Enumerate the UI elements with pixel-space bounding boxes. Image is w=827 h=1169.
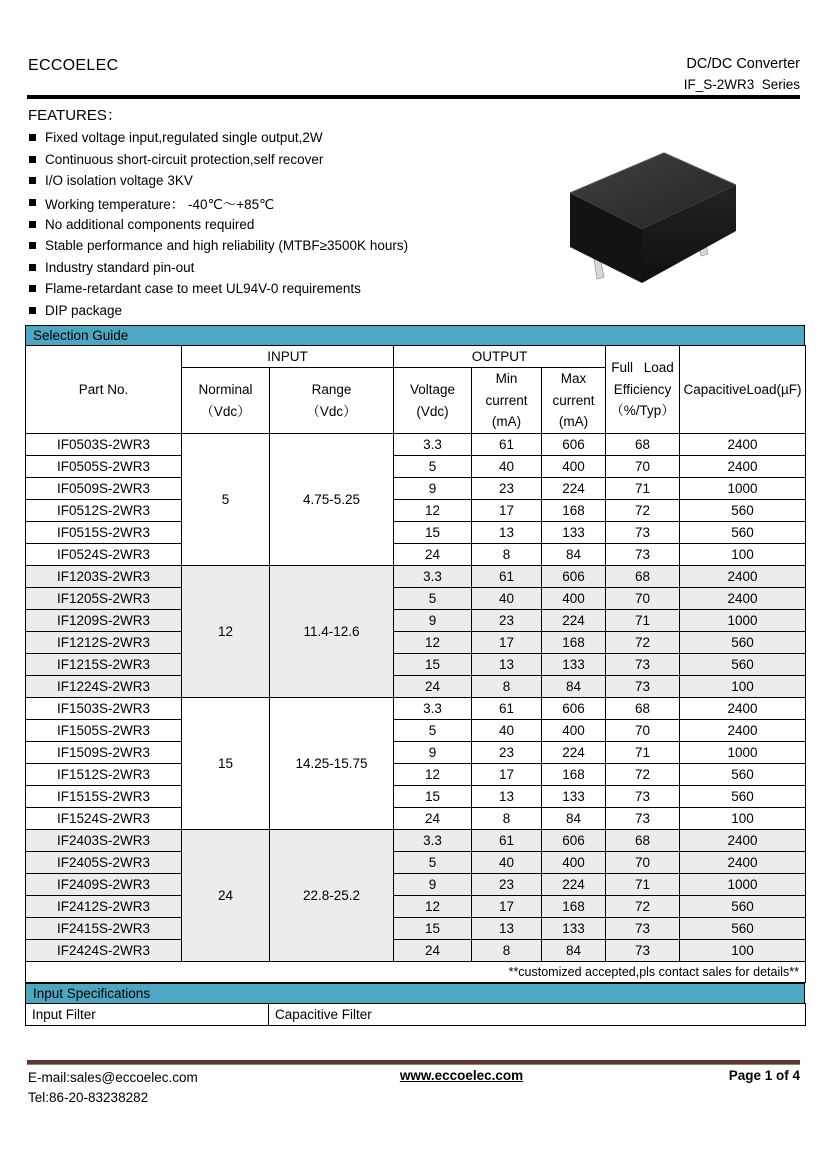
voltage-cell: 9 <box>394 742 472 764</box>
part-no-cell: IF2409S-2WR3 <box>26 874 182 896</box>
part-no-cell: IF1512S-2WR3 <box>26 764 182 786</box>
max-current-cell: 133 <box>542 654 606 676</box>
selection-guide-bar: Selection Guide <box>25 325 805 346</box>
cap-load-cell: 2400 <box>680 566 806 588</box>
bullet-square-icon <box>29 134 36 141</box>
max-current-cell: 400 <box>542 852 606 874</box>
selection-row <box>26 874 806 896</box>
efficiency-cell: 73 <box>606 940 680 962</box>
max-current-cell: 224 <box>542 610 606 632</box>
selection-row <box>26 676 806 698</box>
efficiency-cell: 71 <box>606 874 680 896</box>
voltage-cell: 3.3 <box>394 434 472 456</box>
selection-row <box>26 742 806 764</box>
range-cell: 22.8-25.2 <box>270 830 394 962</box>
part-no-cell: IF0512S-2WR3 <box>26 500 182 522</box>
selection-row <box>26 478 806 500</box>
cap-load-cell: 1000 <box>680 610 806 632</box>
range-cell: 11.4-12.6 <box>270 566 394 698</box>
selection-row <box>26 896 806 918</box>
max-current-cell: 84 <box>542 676 606 698</box>
part-no-cell: IF2405S-2WR3 <box>26 852 182 874</box>
website-link[interactable]: www.eccoelec.com <box>399 1068 524 1083</box>
efficiency-cell: 71 <box>606 478 680 500</box>
footer-tel: Tel:86-20-83238282 <box>28 1090 149 1105</box>
cap-load-cell: 2400 <box>680 852 806 874</box>
selection-row <box>26 764 806 786</box>
product-title: DC/DC Converter <box>686 56 800 72</box>
cap-load-cell: 100 <box>680 676 806 698</box>
voltage-cell: 12 <box>394 764 472 786</box>
feature-item <box>29 170 549 192</box>
feature-text: Continuous short-circuit protection,self recover <box>45 151 324 167</box>
footer-email: E-mail:sales@eccoelec.com <box>28 1070 198 1085</box>
efficiency-cell: 70 <box>606 456 680 478</box>
min-current-cell: 61 <box>472 566 542 588</box>
selection-row <box>26 830 806 852</box>
efficiency-cell: 73 <box>606 786 680 808</box>
voltage-cell: 9 <box>394 874 472 896</box>
part-no-cell: IF2403S-2WR3 <box>26 830 182 852</box>
voltage-cell: 24 <box>394 544 472 566</box>
footnote-text: **customized accepted,pls contact sales for details** <box>26 962 806 983</box>
norminal-cell: 15 <box>182 698 270 830</box>
footer <box>28 1068 800 1108</box>
selection-row <box>26 610 806 632</box>
cap-load-cell: 1000 <box>680 742 806 764</box>
min-current-cell: 17 <box>472 500 542 522</box>
efficiency-cell: 70 <box>606 852 680 874</box>
voltage-cell: 24 <box>394 808 472 830</box>
part-no-cell: IF1503S-2WR3 <box>26 698 182 720</box>
part-no-cell: IF1224S-2WR3 <box>26 676 182 698</box>
min-current-cell: 23 <box>472 478 542 500</box>
part-no-cell: IF1203S-2WR3 <box>26 566 182 588</box>
selection-row <box>26 918 806 940</box>
range-cell: 4.75-5.25 <box>270 434 394 566</box>
part-no-cell: IF0509S-2WR3 <box>26 478 182 500</box>
voltage-cell: 24 <box>394 676 472 698</box>
voltage-cell: 5 <box>394 720 472 742</box>
input-spec-value: Capacitive Filter <box>269 1004 806 1026</box>
max-current-cell: 168 <box>542 896 606 918</box>
col-header-range: Range （Vdc） <box>270 368 394 434</box>
cap-load-cell: 2400 <box>680 720 806 742</box>
voltage-cell: 3.3 <box>394 830 472 852</box>
max-current-cell: 84 <box>542 544 606 566</box>
col-header-part-no: Part No. <box>26 346 182 434</box>
min-current-cell: 8 <box>472 808 542 830</box>
cap-load-cell: 560 <box>680 786 806 808</box>
part-no-cell: IF2424S-2WR3 <box>26 940 182 962</box>
cap-load-cell: 2400 <box>680 698 806 720</box>
feature-text: Flame-retardant case to meet UL94V-0 requirements <box>45 281 361 297</box>
efficiency-cell: 73 <box>606 676 680 698</box>
selection-table-header <box>26 346 806 434</box>
header-right <box>684 54 800 95</box>
efficiency-cell: 70 <box>606 588 680 610</box>
max-current-cell: 133 <box>542 786 606 808</box>
feature-item <box>29 192 549 214</box>
max-current-cell: 606 <box>542 434 606 456</box>
cap-load-cell: 560 <box>680 896 806 918</box>
footnote-row <box>26 962 806 983</box>
feature-item <box>29 213 549 235</box>
part-no-cell: IF1515S-2WR3 <box>26 786 182 808</box>
efficiency-cell: 71 <box>606 610 680 632</box>
col-header-max-current: Max current (mA) <box>542 368 606 434</box>
efficiency-cell: 70 <box>606 720 680 742</box>
footer-contact <box>28 1068 323 1108</box>
input-spec-label: Input Filter <box>26 1004 269 1026</box>
efficiency-cell: 72 <box>606 764 680 786</box>
cap-load-cell: 560 <box>680 764 806 786</box>
voltage-cell: 12 <box>394 896 472 918</box>
range-cell: 14.25-15.75 <box>270 698 394 830</box>
min-current-cell: 23 <box>472 742 542 764</box>
bullet-square-icon <box>29 242 36 249</box>
selection-row <box>26 500 806 522</box>
col-header-voltage: Voltage (Vdc) <box>394 368 472 434</box>
voltage-cell: 15 <box>394 522 472 544</box>
col-header-norminal: Norminal （Vdc） <box>182 368 270 434</box>
voltage-cell: 3.3 <box>394 698 472 720</box>
cap-load-cell: 2400 <box>680 588 806 610</box>
norminal-cell: 12 <box>182 566 270 698</box>
bullet-square-icon <box>29 221 36 228</box>
min-current-cell: 61 <box>472 698 542 720</box>
voltage-cell: 12 <box>394 500 472 522</box>
efficiency-cell: 68 <box>606 830 680 852</box>
selection-row <box>26 852 806 874</box>
min-current-cell: 40 <box>472 588 542 610</box>
min-current-cell: 13 <box>472 654 542 676</box>
feature-item <box>29 149 549 171</box>
min-current-cell: 13 <box>472 786 542 808</box>
part-no-cell: IF1205S-2WR3 <box>26 588 182 610</box>
efficiency-cell: 72 <box>606 896 680 918</box>
min-current-cell: 17 <box>472 896 542 918</box>
bullet-square-icon <box>29 307 36 314</box>
input-specifications-bar: Input Specifications <box>25 983 805 1004</box>
selection-row <box>26 632 806 654</box>
efficiency-cell: 71 <box>606 742 680 764</box>
selection-row <box>26 720 806 742</box>
min-current-cell: 8 <box>472 676 542 698</box>
max-current-cell: 84 <box>542 808 606 830</box>
part-no-cell: IF2415S-2WR3 <box>26 918 182 940</box>
efficiency-cell: 73 <box>606 522 680 544</box>
efficiency-cell: 72 <box>606 632 680 654</box>
min-current-cell: 23 <box>472 610 542 632</box>
bullet-square-icon <box>29 264 36 271</box>
feature-item <box>29 278 549 300</box>
footer-divider <box>27 1060 800 1065</box>
cap-load-cell: 560 <box>680 654 806 676</box>
selection-row <box>26 588 806 610</box>
bullet-square-icon <box>29 156 36 163</box>
feature-text: No additional components required <box>45 216 255 232</box>
efficiency-cell: 73 <box>606 544 680 566</box>
max-current-cell: 168 <box>542 764 606 786</box>
part-no-cell: IF1215S-2WR3 <box>26 654 182 676</box>
footer-website-wrap <box>323 1068 600 1083</box>
company-name: ECCOELEC <box>28 57 119 74</box>
max-current-cell: 224 <box>542 874 606 896</box>
efficiency-cell: 73 <box>606 918 680 940</box>
cap-load-cell: 2400 <box>680 456 806 478</box>
min-current-cell: 40 <box>472 720 542 742</box>
cap-load-cell: 100 <box>680 940 806 962</box>
input-spec-row <box>26 1004 806 1026</box>
selection-table-body <box>26 434 806 962</box>
part-no-cell: IF0503S-2WR3 <box>26 434 182 456</box>
part-no-cell: IF1509S-2WR3 <box>26 742 182 764</box>
max-current-cell: 400 <box>542 720 606 742</box>
selection-row <box>26 654 806 676</box>
voltage-cell: 5 <box>394 588 472 610</box>
selection-row <box>26 434 806 456</box>
col-header-input-group: INPUT <box>182 346 394 368</box>
feature-text: DIP package <box>45 303 123 319</box>
part-no-cell: IF1524S-2WR3 <box>26 808 182 830</box>
selection-row <box>26 456 806 478</box>
selection-guide-table <box>25 345 806 983</box>
voltage-cell: 15 <box>394 786 472 808</box>
feature-item <box>29 127 549 149</box>
min-current-cell: 17 <box>472 632 542 654</box>
cap-load-cell: 100 <box>680 808 806 830</box>
col-header-output-group: OUTPUT <box>394 346 606 368</box>
voltage-cell: 12 <box>394 632 472 654</box>
feature-item <box>29 300 549 322</box>
feature-item <box>29 235 549 257</box>
voltage-cell: 5 <box>394 456 472 478</box>
min-current-cell: 13 <box>472 522 542 544</box>
efficiency-cell: 68 <box>606 566 680 588</box>
norminal-cell: 5 <box>182 434 270 566</box>
min-current-cell: 40 <box>472 852 542 874</box>
part-no-cell: IF0515S-2WR3 <box>26 522 182 544</box>
max-current-cell: 606 <box>542 830 606 852</box>
feature-text: Industry standard pin-out <box>45 259 195 275</box>
min-current-cell: 8 <box>472 940 542 962</box>
max-current-cell: 133 <box>542 918 606 940</box>
features-list <box>29 127 549 321</box>
part-no-cell: IF1505S-2WR3 <box>26 720 182 742</box>
efficiency-cell: 68 <box>606 698 680 720</box>
voltage-cell: 9 <box>394 610 472 632</box>
voltage-cell: 15 <box>394 654 472 676</box>
series-title: IF_S-2WR3 Series <box>683 77 800 92</box>
min-current-cell: 40 <box>472 456 542 478</box>
cap-load-cell: 560 <box>680 918 806 940</box>
selection-row <box>26 566 806 588</box>
feature-text: Fixed voltage input,regulated single output,2W <box>45 130 323 146</box>
efficiency-cell: 68 <box>606 434 680 456</box>
max-current-cell: 133 <box>542 522 606 544</box>
cap-load-cell: 100 <box>680 544 806 566</box>
feature-text: Stable performance and high reliability (MTBF≥3500K hours) <box>45 238 409 254</box>
max-current-cell: 168 <box>542 632 606 654</box>
input-specs-table <box>25 1003 806 1026</box>
max-current-cell: 400 <box>542 588 606 610</box>
selection-row <box>26 698 806 720</box>
max-current-cell: 606 <box>542 566 606 588</box>
cap-load-cell: 560 <box>680 522 806 544</box>
product-photo <box>556 143 746 283</box>
voltage-cell: 24 <box>394 940 472 962</box>
min-current-cell: 13 <box>472 918 542 940</box>
max-current-cell: 606 <box>542 698 606 720</box>
selection-row <box>26 786 806 808</box>
part-no-cell: IF0505S-2WR3 <box>26 456 182 478</box>
header-divider <box>27 95 800 99</box>
part-no-cell: IF1212S-2WR3 <box>26 632 182 654</box>
selection-row <box>26 522 806 544</box>
min-current-cell: 17 <box>472 764 542 786</box>
min-current-cell: 61 <box>472 830 542 852</box>
max-current-cell: 400 <box>542 456 606 478</box>
cap-load-cell: 1000 <box>680 874 806 896</box>
efficiency-cell: 73 <box>606 654 680 676</box>
cap-load-cell: 560 <box>680 632 806 654</box>
dcdc-module-image <box>556 143 746 283</box>
feature-text: I/O isolation voltage 3KV <box>45 173 193 189</box>
voltage-cell: 3.3 <box>394 566 472 588</box>
bullet-square-icon <box>29 199 36 206</box>
col-header-cap-load: CapacitiveLoad(µF) <box>680 346 806 434</box>
voltage-cell: 15 <box>394 918 472 940</box>
voltage-cell: 5 <box>394 852 472 874</box>
page-number: Page 1 of 4 <box>728 1068 800 1083</box>
efficiency-cell: 72 <box>606 500 680 522</box>
bullet-square-icon <box>29 285 36 292</box>
bullet-square-icon <box>29 177 36 184</box>
cap-load-cell: 2400 <box>680 434 806 456</box>
selection-row <box>26 808 806 830</box>
cap-load-cell: 2400 <box>680 830 806 852</box>
part-no-cell: IF1209S-2WR3 <box>26 610 182 632</box>
selection-row <box>26 940 806 962</box>
max-current-cell: 168 <box>542 500 606 522</box>
min-current-cell: 23 <box>472 874 542 896</box>
min-current-cell: 8 <box>472 544 542 566</box>
selection-row <box>26 544 806 566</box>
features-heading: FEATURES： <box>28 107 122 124</box>
col-header-efficiency: Full Load Efficiency （%/Typ） <box>606 346 680 434</box>
efficiency-cell: 73 <box>606 808 680 830</box>
feature-item <box>29 257 549 279</box>
max-current-cell: 224 <box>542 742 606 764</box>
part-no-cell: IF0524S-2WR3 <box>26 544 182 566</box>
feature-text: Working temperature： -40℃～+85℃ <box>45 196 275 212</box>
cap-load-cell: 560 <box>680 500 806 522</box>
max-current-cell: 84 <box>542 940 606 962</box>
min-current-cell: 61 <box>472 434 542 456</box>
main-content <box>25 325 805 1026</box>
cap-load-cell: 1000 <box>680 478 806 500</box>
max-current-cell: 224 <box>542 478 606 500</box>
part-no-cell: IF2412S-2WR3 <box>26 896 182 918</box>
norminal-cell: 24 <box>182 830 270 962</box>
col-header-min-current: Min current (mA) <box>472 368 542 434</box>
voltage-cell: 9 <box>394 478 472 500</box>
